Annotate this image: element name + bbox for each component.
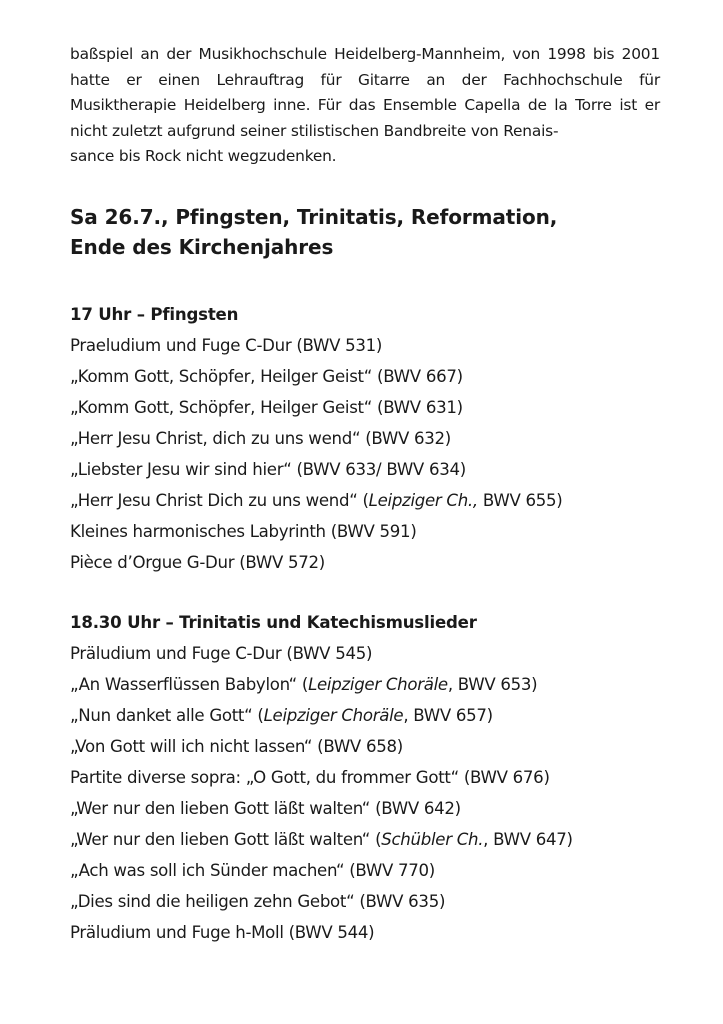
intro-line: er nicht zuletzt aufgrund seiner stilistischen Bandbreite von Renais- <box>70 96 660 140</box>
program-block-trinitatis <box>70 607 660 948</box>
intro-line: 2001 hatte er einen Lehrauftrag für Gitarre an der Fachhochschule für <box>70 45 660 89</box>
section-heading-line2: Ende des Kirchenjahres <box>70 234 334 259</box>
block-title: 18.30 Uhr – Trinitatis und Katechismuslieder <box>70 612 477 632</box>
item-text: Präludium und Fuge C-Dur (BWV 545) <box>70 643 373 663</box>
item-text: Praeludium und Fuge C-Dur (BWV 531) <box>70 335 383 355</box>
item-text: „Herr Jesu Christ, dich zu uns wend“ (BWV 632) <box>70 428 451 448</box>
section-heading-line1: Sa 26.7., Pfingsten, Trinitatis, Reformation, <box>70 204 558 229</box>
program-item <box>70 669 660 700</box>
item-text: „Wer nur den lieben Gott läßt walten“ (BWV 642) <box>70 798 461 818</box>
item-text-end: , BWV 653) <box>447 674 538 694</box>
program-item <box>70 855 660 886</box>
item-text: „Herr Jesu Christ Dich zu uns wend“ ( <box>70 490 369 510</box>
program-item <box>70 516 660 547</box>
item-text-end: , BWV 657) <box>403 705 493 725</box>
program-item <box>70 793 660 824</box>
item-source-italic: Leipziger Ch., <box>368 490 478 510</box>
item-text: Pièce d’Orgue G-Dur (BWV 572) <box>70 552 325 572</box>
program-list <box>70 638 660 948</box>
item-text: „Von Gott will ich nicht lassen“ (BWV 658) <box>70 736 403 756</box>
item-text: „Wer nur den lieben Gott läßt walten“ ( <box>70 829 382 849</box>
program-item <box>70 917 660 948</box>
item-text: „Komm Gott, Schöpfer, Heilger Geist“ (BWV 631) <box>70 397 463 417</box>
item-text: „Nun danket alle Gott“ ( <box>70 705 264 725</box>
item-source-italic: Schübler Ch. <box>381 829 484 849</box>
program-item <box>70 762 660 793</box>
program-item <box>70 731 660 762</box>
item-text: „Ach was soll ich Sünder machen“ (BWV 770) <box>70 860 435 880</box>
program-list <box>70 330 660 578</box>
intro-paragraph <box>70 42 660 170</box>
item-source-italic: Leipziger Choräle <box>308 674 448 694</box>
item-source-italic: Leipziger Choräle <box>263 705 404 725</box>
program-item <box>70 330 660 361</box>
document-page <box>70 42 660 948</box>
section-heading <box>70 202 660 262</box>
program-item <box>70 547 660 578</box>
item-text-end: , BWV 647) <box>483 829 573 849</box>
intro-line: baßspiel an der Musikhochschule Heidelberg-Mannheim, von 1998 bis <box>70 45 615 63</box>
intro-line: Musiktherapie Heidelberg inne. Für das Ensemble Capella de la Torre ist <box>70 96 638 114</box>
program-item <box>70 886 660 917</box>
program-item <box>70 485 660 516</box>
item-text: „Liebster Jesu wir sind hier“ (BWV 633/ BWV 634) <box>70 459 466 479</box>
program-item <box>70 361 660 392</box>
block-title: 17 Uhr – Pfingsten <box>70 304 239 324</box>
item-text: Kleines harmonisches Labyrinth (BWV 591) <box>70 521 417 541</box>
item-text: „Dies sind die heiligen zehn Gebot“ (BWV 635) <box>70 891 446 911</box>
intro-line: sance bis Rock nicht wegzudenken. <box>70 147 337 165</box>
program-item <box>70 392 660 423</box>
program-item <box>70 454 660 485</box>
item-text: Präludium und Fuge h-Moll (BWV 544) <box>70 922 375 942</box>
program-item <box>70 700 660 731</box>
program-item <box>70 423 660 454</box>
program-block-pfingsten <box>70 299 660 578</box>
item-text-end: BWV 655) <box>477 490 563 510</box>
item-text: Partite diverse sopra: „O Gott, du frommer Gott“ (BWV 676) <box>70 767 550 787</box>
program-item <box>70 638 660 669</box>
item-text: „An Wasserflüssen Babylon“ ( <box>70 674 309 694</box>
program-item <box>70 824 660 855</box>
item-text: „Komm Gott, Schöpfer, Heilger Geist“ (BWV 667) <box>70 366 463 386</box>
